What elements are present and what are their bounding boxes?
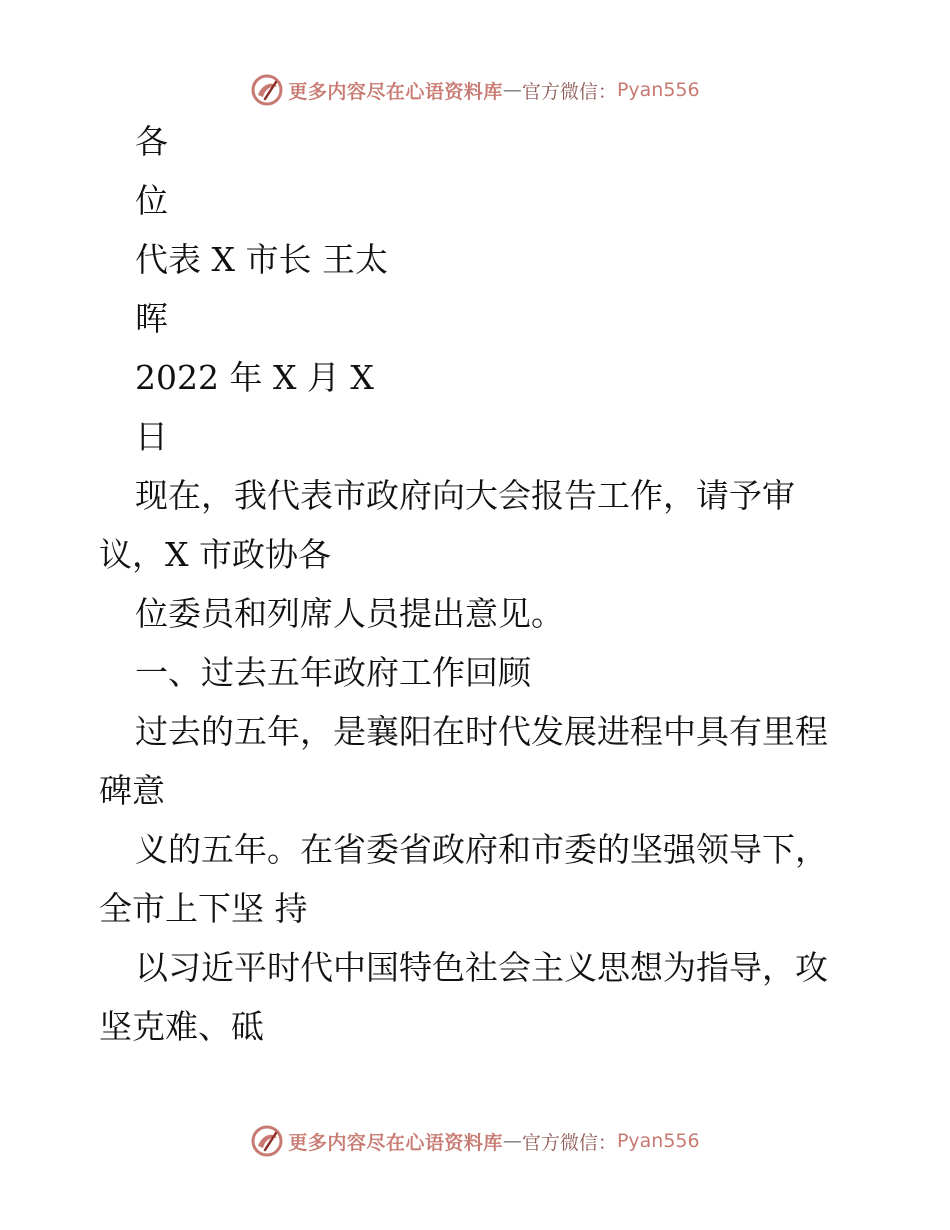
- footer-watermark-banner: [0, 1121, 950, 1161]
- document-line: 议，X 市政协各: [99, 535, 331, 574]
- document-line: 代表 X 市长 王太: [135, 240, 388, 279]
- document-line: 位委员和列席人员提出意见。: [135, 594, 564, 633]
- document-line: 现在，我代表市政府向大会报告工作，请予审: [135, 476, 795, 515]
- document-line: 晖: [135, 299, 168, 338]
- banner-separator: —: [502, 1130, 522, 1152]
- document-line: 义的五年。在省委省政府和市委的坚强领导下，: [135, 830, 828, 869]
- banner-wechat-id: Pyan556: [616, 1130, 700, 1152]
- document-line: 各: [135, 122, 168, 161]
- banner-main-text: 更多内容尽在心语资料库: [288, 1131, 503, 1154]
- document-line: 2022 年 X 月 X: [135, 358, 374, 397]
- document-line: 过去的五年，是襄阳在时代发展进程中具有里程: [135, 712, 828, 751]
- document-line: 坚克难、砥: [99, 1007, 264, 1046]
- swirl-logo-icon: [250, 1124, 284, 1158]
- document-line: 以习近平时代中国特色社会主义思想为指导，攻: [135, 948, 828, 987]
- banner-wechat-label: 官方微信：: [521, 1131, 617, 1154]
- document-line: 一、过去五年政府工作回顾: [135, 653, 531, 692]
- document-line: 碑意: [99, 771, 165, 810]
- banner-main-text: 更多内容尽在心语资料库: [288, 80, 503, 103]
- document-line: 位: [135, 181, 168, 220]
- banner-separator: —: [502, 79, 522, 101]
- swirl-logo-icon: [250, 73, 284, 107]
- document-line: 全市上下坚 持: [99, 889, 308, 928]
- banner-wechat-id: Pyan556: [616, 79, 700, 101]
- banner-wechat-label: 官方微信：: [521, 80, 617, 103]
- document-line: 日: [135, 417, 168, 456]
- header-watermark-banner: [0, 70, 950, 110]
